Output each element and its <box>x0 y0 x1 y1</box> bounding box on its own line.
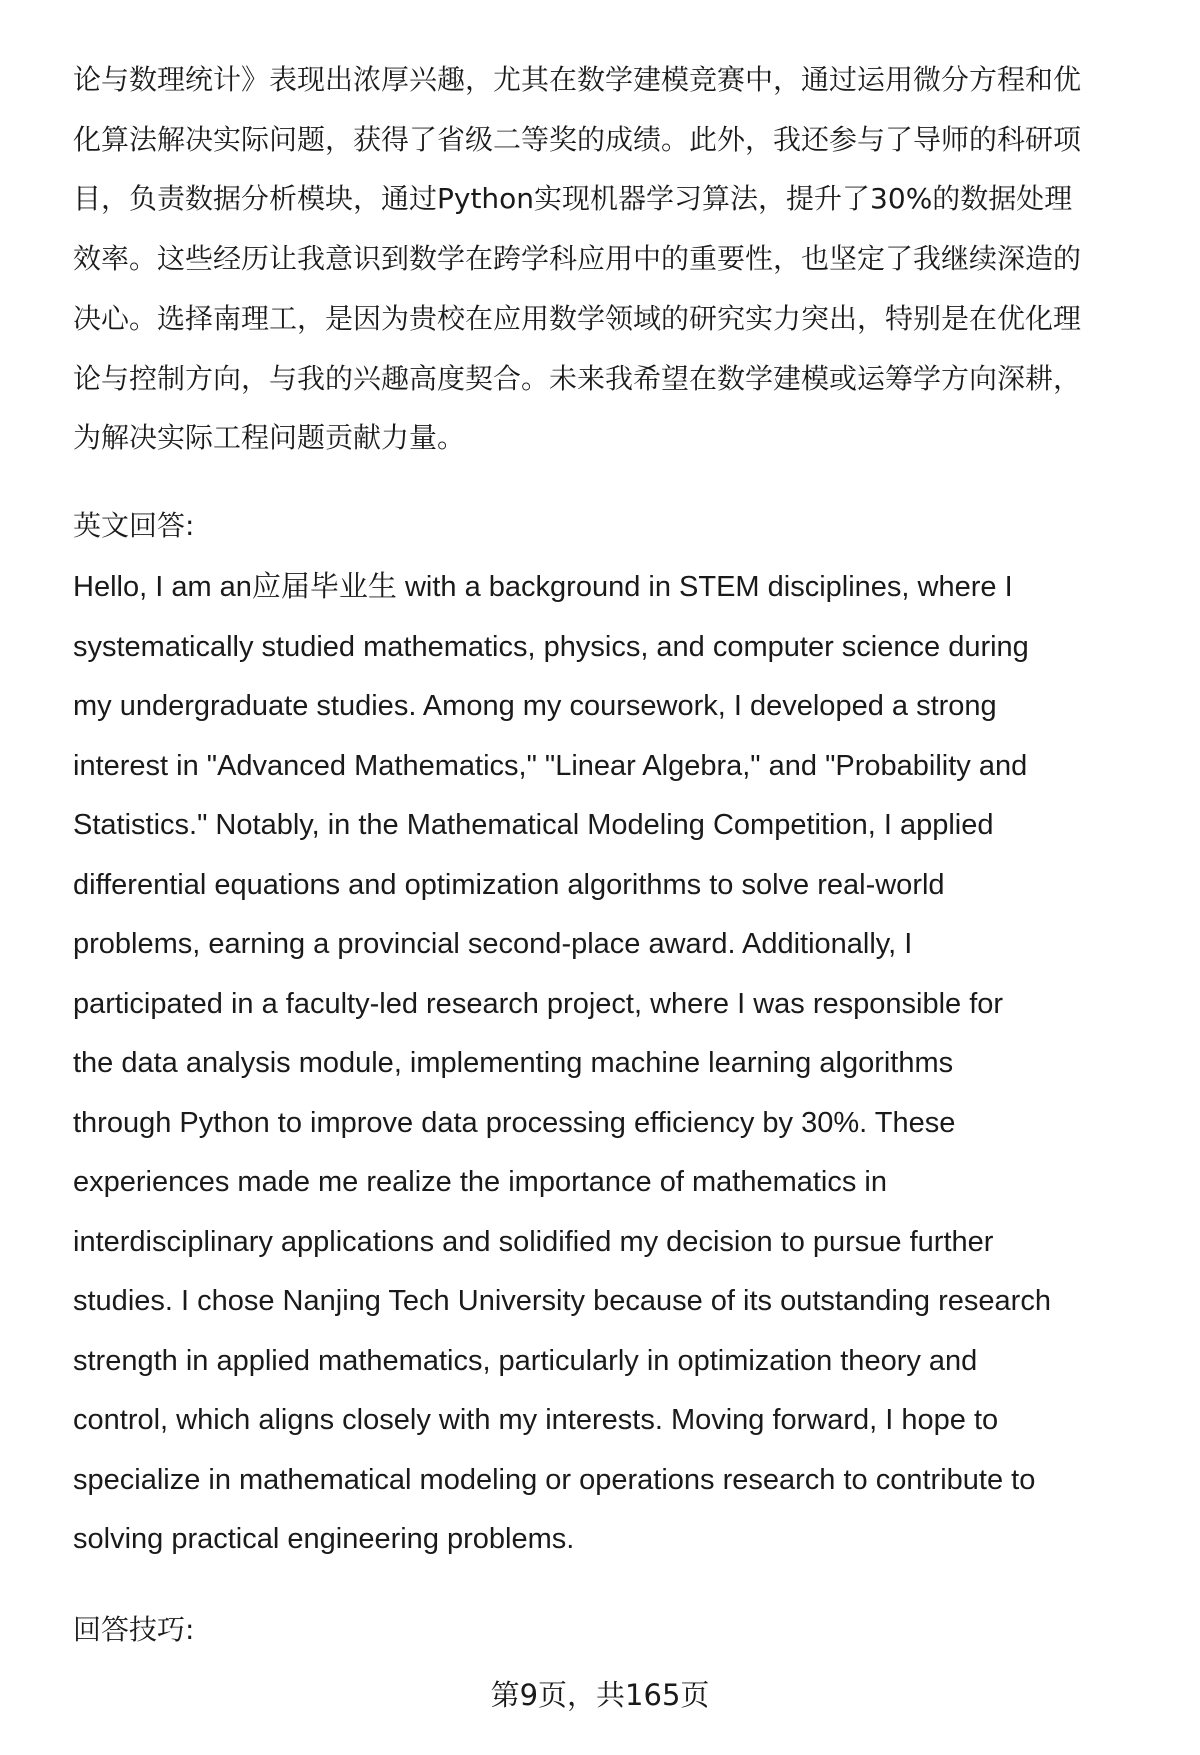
page-indicator: 第9页，共165页 <box>490 1678 710 1712</box>
chinese-answer-line: 论与数理统计》表现出浓厚兴趣，尤其在数学建模竞赛中，通过运用微分方程和优 <box>73 63 1082 96</box>
tips-heading: 回答技巧: <box>73 1613 195 1646</box>
english-answer-line: interdisciplinary applications and solidified my decision to pursue further <box>73 1225 994 1258</box>
english-answer-line: specialize in mathematical modeling or operations research to contribute to <box>73 1463 1036 1496</box>
english-answer-line: systematically studied mathematics, physics, and computer science during <box>73 630 1029 663</box>
english-answer-line: Hello, I am an应届毕业生 with a background in STEM disciplines, where I <box>73 571 1013 603</box>
english-answer-line: control, which aligns closely with my interests. Moving forward, I hope to <box>73 1404 999 1436</box>
english-answer-heading: 英文回答: <box>73 509 195 542</box>
chinese-answer-line: 论与控制方向，与我的兴趣高度契合。未来我希望在数学建模或运筹学方向深耕， <box>73 361 1082 395</box>
english-answer-line: solving practical engineering problems. <box>73 1523 575 1555</box>
english-answer-line: participated in a faculty-led research project, where I was responsible for <box>73 987 1004 1020</box>
english-answer-line: studies. I chose Nanjing Tech University because of its outstanding research <box>73 1285 1051 1317</box>
chinese-answer-line: 效率。这些经历让我意识到数学在跨学科应用中的重要性，也坚定了我继续深造的 <box>73 242 1082 276</box>
chinese-answer-line: 化算法解决实际问题，获得了省级二等奖的成绩。此外，我还参与了导师的科研项 <box>73 122 1082 156</box>
english-answer-line: Statistics." Notably, in the Mathematical Modeling Competition, I applied <box>73 809 994 841</box>
english-answer-line: strength in applied mathematics, particularly in optimization theory and <box>73 1344 978 1377</box>
chinese-answer-line: 目，负责数据分析模块，通过Python实现机器学习算法，提升了30%的数据处理 <box>73 182 1073 216</box>
english-answer-line: my undergraduate studies. Among my coursework, I developed a strong <box>73 690 997 722</box>
english-answer-line: through Python to improve data processing efficiency by 30%. These <box>73 1106 956 1139</box>
chinese-answer-line: 决心。选择南理工，是因为贵校在应用数学领域的研究实力突出，特别是在优化理 <box>73 301 1082 335</box>
chinese-answer-line: 为解决实际工程问题贡献力量。 <box>73 421 466 455</box>
english-answer-line: the data analysis module, implementing machine learning algorithms <box>73 1047 954 1079</box>
english-answer-line: interest in "Advanced Mathematics," "Linear Algebra," and "Probability and <box>73 749 1028 782</box>
english-answer-line: problems, earning a provincial second-place award. Additionally, I <box>73 928 913 960</box>
english-answer-line: experiences made me realize the importance of mathematics in <box>73 1166 887 1198</box>
english-answer-line: differential equations and optimization algorithms to solve real-world <box>73 868 945 901</box>
